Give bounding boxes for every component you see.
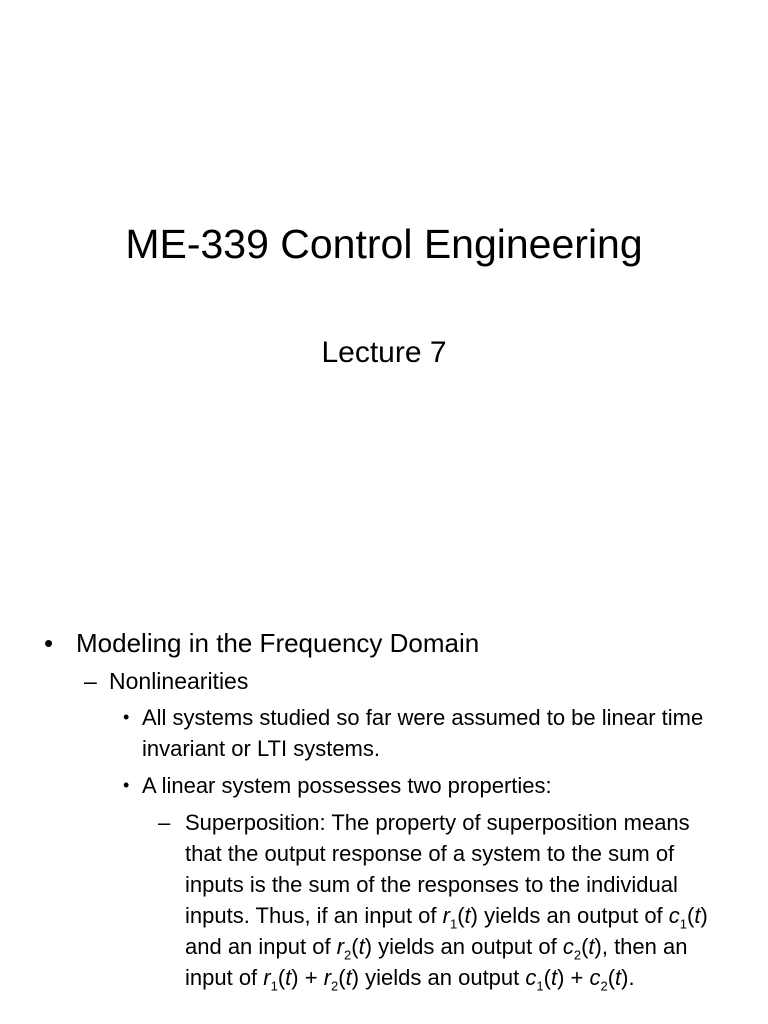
plus-sign: +: [564, 965, 590, 990]
bullet-point-2: [0, 770, 768, 801]
var-r: r: [323, 965, 332, 990]
var-t: t: [464, 903, 471, 928]
var-t: t: [694, 903, 701, 928]
subscript-1: 1: [679, 916, 688, 932]
var-c: c: [668, 903, 680, 928]
var-r: r: [336, 934, 345, 959]
subscript-1: 1: [449, 916, 458, 932]
var-t: t: [588, 934, 595, 959]
bullet-marker: •: [44, 628, 54, 658]
and-input-text: and an input of: [185, 934, 337, 959]
paren-open: (: [581, 934, 589, 959]
bullet-heading: [0, 624, 768, 662]
subheading-text: Nonlinearities: [109, 668, 249, 694]
superposition-paragraph: [0, 807, 768, 993]
paren-open: (: [351, 934, 359, 959]
heading-text: Modeling in the Frequency Domain: [76, 628, 480, 658]
dash-marker: –: [84, 668, 97, 694]
sentence-end: .: [628, 965, 635, 990]
then-input-text: , then an input of: [185, 934, 688, 990]
var-c: c: [525, 965, 537, 990]
dash-marker: –: [158, 810, 171, 835]
var-t: t: [345, 965, 352, 990]
slide-content: [0, 624, 768, 993]
subscript-2: 2: [600, 978, 608, 994]
paren-open: (: [457, 903, 465, 928]
superposition-intro: Superposition: The property of superposition means that the output response of a system to the sum of inputs is the sum of the responses to the individual inputs. Thus, if an input of: [185, 810, 690, 928]
bullet-marker: •: [123, 775, 130, 795]
yields-text: yields an output of: [477, 903, 669, 928]
paren-open: (: [543, 965, 551, 990]
paren-open: (: [687, 903, 695, 928]
subscript-2: 2: [344, 947, 352, 963]
paren-close: ): [557, 965, 565, 990]
var-r: r: [263, 965, 271, 990]
subscript-2: 2: [573, 947, 582, 963]
slide-subtitle: Lecture 7: [321, 336, 447, 369]
bullet-point-1: [0, 702, 768, 764]
var-r: r: [442, 903, 450, 928]
paren-close: ): [291, 965, 299, 990]
subscript-2: 2: [331, 978, 339, 994]
point-2-text: A linear system possesses two properties:: [142, 773, 552, 798]
point-1-text: All systems studied so far were assumed to be linear time invariant or LTI systems.: [142, 705, 704, 761]
paren-close: ): [700, 903, 708, 928]
var-t: t: [615, 965, 622, 990]
paren-open: (: [338, 965, 346, 990]
plus-sign: +: [298, 965, 324, 990]
bullet-marker: •: [123, 707, 130, 727]
paren-close: ): [351, 965, 360, 990]
slide-title: ME-339 Control Engineering: [125, 221, 643, 267]
paren-close: ): [594, 934, 602, 959]
yields-output-text: yields an output: [359, 965, 526, 990]
var-t: t: [285, 965, 292, 990]
paren-open: (: [607, 965, 616, 990]
paren-close: ): [621, 965, 629, 990]
var-t: t: [550, 965, 558, 990]
yields-text: yields an output of: [372, 934, 563, 959]
paren-close: ): [364, 934, 373, 959]
subscript-1: 1: [536, 978, 544, 994]
paren-close: ): [470, 903, 478, 928]
var-c: c: [562, 934, 574, 959]
var-c: c: [589, 965, 601, 990]
subscript-1: 1: [270, 978, 278, 994]
paren-open: (: [277, 965, 286, 990]
var-t: t: [358, 934, 365, 959]
dash-subheading: [0, 666, 768, 697]
